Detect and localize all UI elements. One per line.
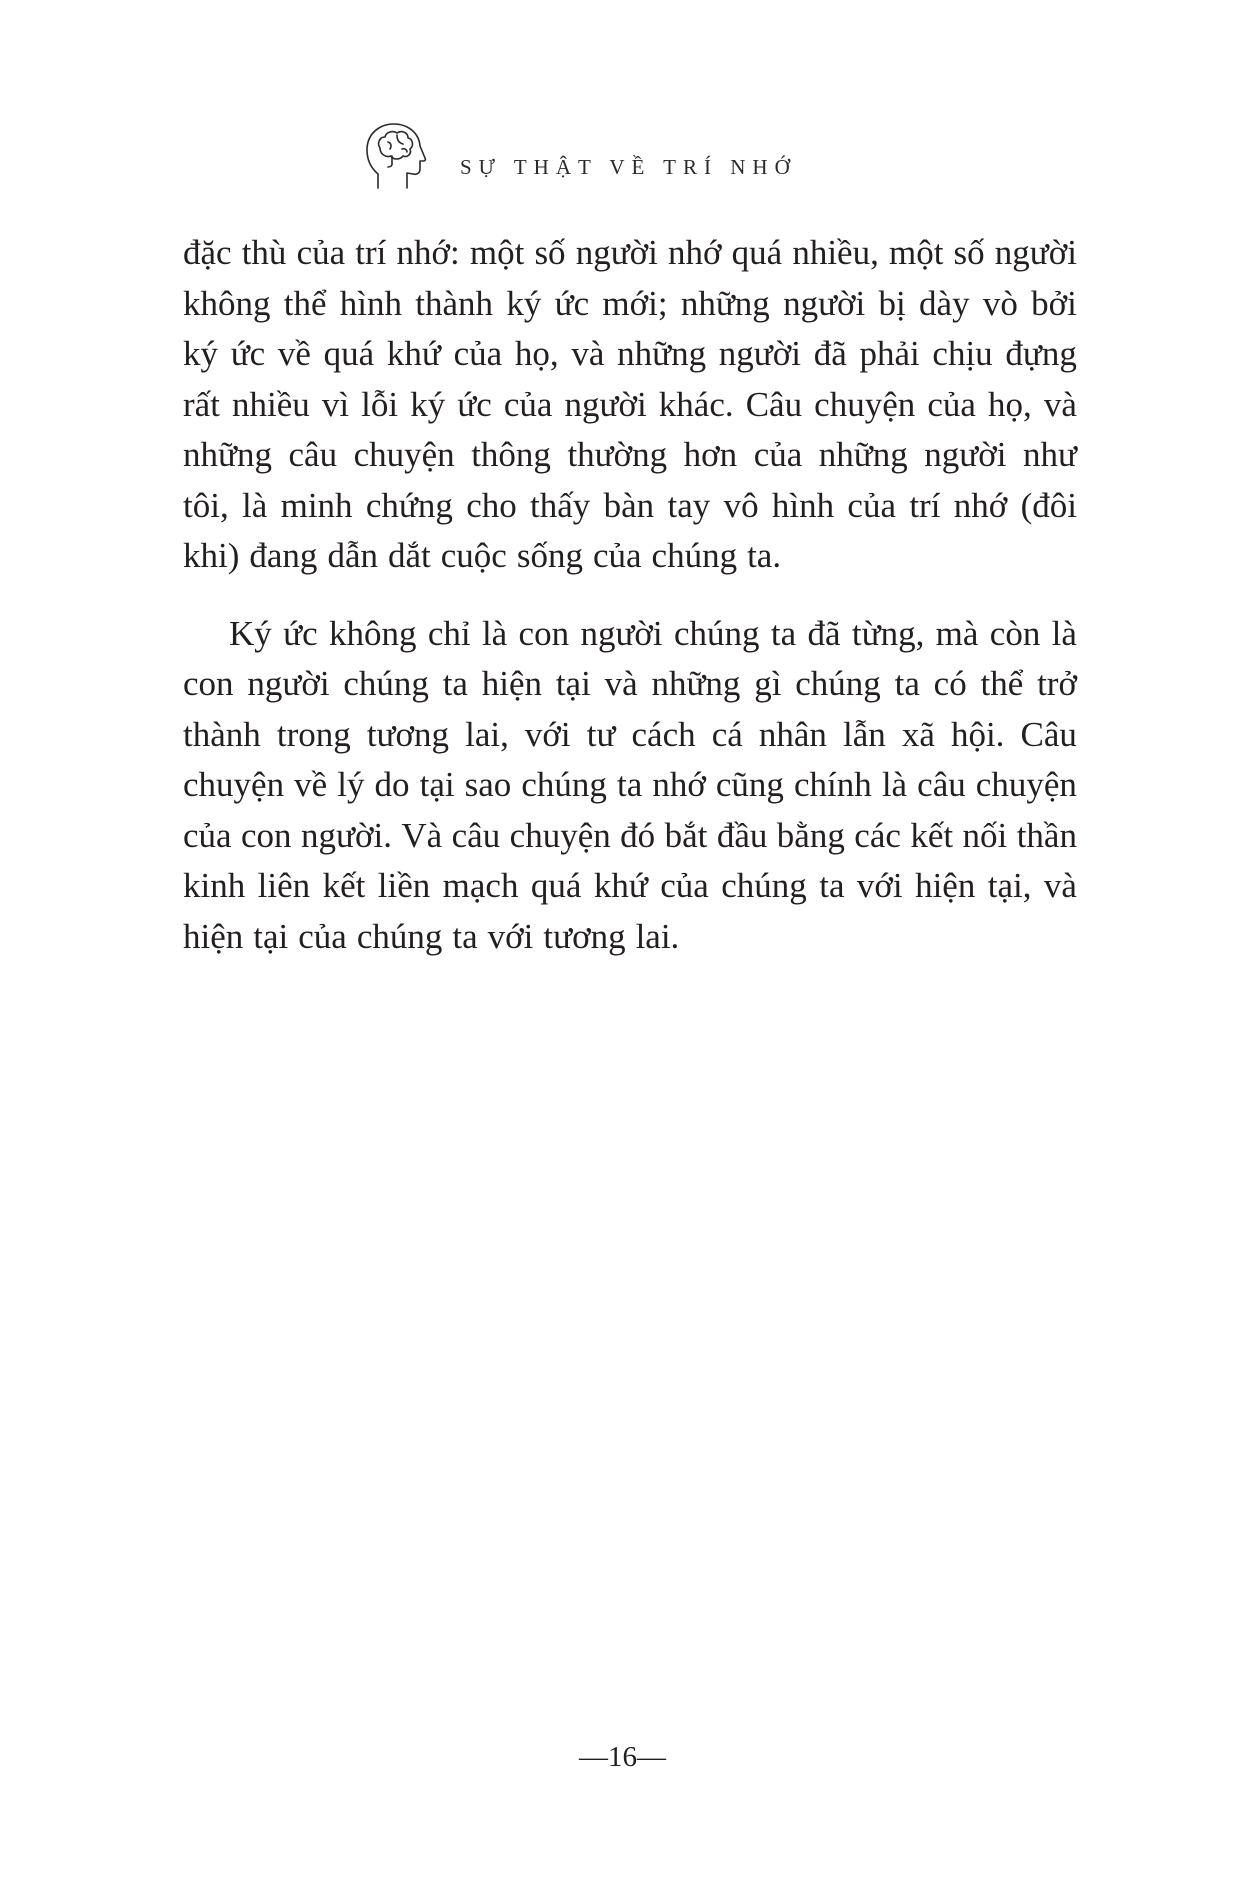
text-line bbox=[183, 912, 1077, 963]
paragraph-2 bbox=[183, 609, 1077, 963]
word: của bbox=[453, 334, 503, 373]
word: của bbox=[298, 916, 347, 956]
word: chúng bbox=[721, 866, 807, 905]
word: vò bbox=[982, 283, 1018, 323]
word: ức bbox=[457, 384, 492, 424]
word: trong bbox=[276, 714, 351, 754]
word: liên bbox=[257, 866, 311, 905]
word: Câu bbox=[745, 384, 803, 424]
word: hiện bbox=[915, 866, 976, 905]
word: chuyện bbox=[814, 384, 916, 424]
word: chính bbox=[794, 765, 872, 804]
word: Ký bbox=[229, 613, 272, 653]
word: lỗi bbox=[361, 384, 399, 424]
word: cách bbox=[631, 714, 696, 754]
word: ký bbox=[183, 334, 218, 373]
word: nhiều bbox=[232, 384, 310, 424]
word: là bbox=[881, 765, 908, 804]
word: đó bbox=[620, 815, 656, 855]
word: là bbox=[242, 485, 268, 525]
word: nhiều, bbox=[792, 233, 879, 272]
word: ký bbox=[410, 384, 446, 424]
word: khác. bbox=[658, 384, 734, 424]
word: tại bbox=[419, 765, 455, 804]
word: chịu bbox=[932, 334, 993, 373]
word: hiện bbox=[183, 916, 244, 956]
word: những bbox=[680, 283, 770, 323]
word: với bbox=[524, 714, 571, 754]
text-line bbox=[183, 531, 1077, 582]
word: người. bbox=[301, 815, 392, 855]
word: người bbox=[580, 613, 663, 653]
word: nhớ bbox=[652, 765, 706, 804]
word: chúng bbox=[521, 765, 607, 804]
word: thường bbox=[567, 435, 668, 474]
word: con bbox=[518, 613, 570, 653]
word: của bbox=[927, 384, 976, 424]
word: chúng bbox=[343, 664, 429, 703]
word: thể bbox=[283, 283, 327, 323]
word: những bbox=[617, 334, 707, 373]
word: chuyện bbox=[353, 435, 455, 474]
text-line bbox=[183, 609, 1077, 660]
word: sao bbox=[464, 765, 512, 804]
word: thần bbox=[1016, 815, 1077, 855]
word: lý bbox=[337, 765, 365, 804]
running-head-title: SỰ THẬT VỀ TRÍ NHỚ bbox=[460, 154, 797, 179]
word: (đôi bbox=[1020, 485, 1077, 525]
word: về bbox=[277, 334, 311, 373]
paragraph-1 bbox=[183, 228, 1077, 582]
word: vô bbox=[723, 485, 759, 525]
word: tương bbox=[366, 714, 450, 754]
word: của bbox=[753, 435, 803, 474]
word: Câu bbox=[1020, 714, 1077, 754]
word: do bbox=[374, 765, 410, 804]
word: tương bbox=[543, 916, 626, 956]
word: nối bbox=[962, 815, 1008, 855]
word: ký bbox=[506, 283, 542, 323]
word: người bbox=[718, 334, 801, 373]
word: hiện bbox=[481, 664, 543, 703]
word: những bbox=[651, 664, 741, 703]
word: chuyện bbox=[183, 765, 285, 804]
text-line bbox=[183, 430, 1077, 481]
word: thành bbox=[415, 283, 494, 323]
word: minh bbox=[280, 485, 353, 525]
word: người bbox=[994, 233, 1077, 272]
word: kinh bbox=[183, 866, 246, 905]
word: dày bbox=[919, 283, 970, 323]
word: chuyện bbox=[975, 765, 1077, 804]
text-line bbox=[183, 811, 1077, 862]
text-line bbox=[183, 329, 1077, 380]
word: ta bbox=[452, 916, 478, 956]
word: và bbox=[604, 664, 638, 703]
word: chúng bbox=[356, 916, 443, 956]
word: chúng bbox=[673, 613, 760, 653]
word: sống bbox=[516, 536, 583, 575]
word: thù bbox=[241, 233, 287, 272]
word: thành bbox=[183, 714, 261, 754]
word: ta bbox=[616, 765, 643, 804]
word: Và bbox=[401, 815, 443, 855]
word: mới; bbox=[602, 283, 668, 323]
word: quá bbox=[731, 233, 783, 272]
word: mà bbox=[935, 613, 979, 653]
word: chuyện bbox=[509, 815, 611, 855]
word: cho bbox=[466, 485, 517, 525]
text-line bbox=[183, 710, 1077, 761]
paragraph-gap bbox=[183, 582, 1077, 609]
word: lai. bbox=[635, 916, 680, 956]
word: trí bbox=[355, 233, 387, 272]
word: của bbox=[183, 815, 232, 855]
word: bởi bbox=[1031, 283, 1077, 323]
word: đã bbox=[807, 613, 841, 653]
word: nhân bbox=[758, 714, 827, 754]
word: nhớ: bbox=[396, 233, 460, 272]
word: hình bbox=[771, 485, 835, 525]
word: câu bbox=[288, 435, 338, 474]
word: mạch bbox=[442, 866, 519, 905]
word: những bbox=[818, 435, 908, 474]
word: quá bbox=[530, 866, 582, 905]
word: chứng bbox=[365, 485, 453, 525]
word: bằng bbox=[776, 815, 845, 855]
word: tại bbox=[253, 916, 289, 956]
word: gì bbox=[754, 664, 782, 703]
word: một bbox=[888, 233, 944, 272]
word: khứ bbox=[593, 866, 648, 905]
word: liền bbox=[377, 866, 431, 905]
word: ta bbox=[442, 664, 468, 703]
page-number: —16— bbox=[579, 1741, 666, 1773]
text-line bbox=[183, 659, 1077, 710]
word: đựng bbox=[1005, 334, 1077, 373]
word: bắt bbox=[664, 815, 708, 855]
word: ức bbox=[230, 334, 266, 373]
word: kết bbox=[322, 866, 366, 905]
word: của bbox=[592, 536, 642, 575]
word: tại, bbox=[987, 866, 1032, 905]
word: từng, bbox=[851, 613, 925, 653]
head-brain-icon bbox=[362, 118, 432, 198]
word: chỉ bbox=[427, 613, 471, 653]
word: họ, bbox=[987, 384, 1032, 424]
word: về bbox=[294, 765, 328, 804]
word: người bbox=[783, 283, 866, 323]
text-line bbox=[183, 861, 1077, 912]
body-text bbox=[183, 228, 1077, 962]
word: con bbox=[241, 815, 292, 855]
word: người bbox=[575, 233, 658, 272]
word: chúng bbox=[795, 664, 881, 703]
word: ức bbox=[554, 283, 590, 323]
word: dẫn bbox=[327, 536, 378, 575]
word: vì bbox=[321, 384, 350, 424]
word: phải bbox=[859, 334, 920, 373]
word: xã bbox=[901, 714, 935, 754]
word: các bbox=[854, 815, 901, 855]
word: thông bbox=[471, 435, 551, 474]
word: và bbox=[1043, 866, 1077, 905]
word: đã bbox=[813, 334, 847, 373]
word: khứ bbox=[386, 334, 441, 373]
word: không bbox=[183, 283, 271, 323]
word: lai, bbox=[465, 714, 509, 754]
word: người bbox=[564, 384, 647, 424]
word: nhớ bbox=[953, 485, 1008, 525]
word: bị bbox=[878, 283, 906, 323]
word: lẫn bbox=[842, 714, 886, 754]
word: chúng bbox=[651, 536, 738, 575]
word: của bbox=[847, 485, 896, 525]
word: và bbox=[571, 334, 605, 373]
word: là bbox=[481, 613, 508, 653]
word: trở bbox=[1037, 664, 1077, 703]
word: bàn bbox=[603, 485, 655, 525]
word: câu bbox=[451, 815, 501, 855]
word: tay bbox=[667, 485, 711, 525]
word: ta bbox=[770, 613, 797, 653]
text-line bbox=[183, 481, 1077, 532]
word: ta bbox=[819, 866, 845, 905]
word: người bbox=[247, 664, 330, 703]
word: ta. bbox=[747, 536, 782, 575]
word: số bbox=[953, 233, 985, 272]
word: nhớ bbox=[668, 233, 722, 272]
word: còn bbox=[989, 613, 1041, 653]
text-line bbox=[183, 760, 1077, 811]
word: kết bbox=[910, 815, 954, 855]
word: đang bbox=[249, 536, 318, 575]
word: những bbox=[183, 435, 272, 474]
word: tại bbox=[555, 664, 591, 703]
running-head bbox=[362, 118, 797, 198]
text-line bbox=[183, 279, 1077, 330]
word: có bbox=[933, 664, 967, 703]
word: hình bbox=[339, 283, 403, 323]
word: đặc bbox=[183, 233, 232, 272]
word: ức bbox=[283, 613, 318, 653]
word: cũng bbox=[715, 765, 784, 804]
word: rất bbox=[183, 384, 220, 424]
word: với bbox=[487, 916, 534, 956]
word: hội. bbox=[950, 714, 1005, 754]
word: và bbox=[1043, 384, 1077, 424]
word: thể bbox=[980, 664, 1024, 703]
word: quá bbox=[323, 334, 375, 373]
text-line bbox=[183, 380, 1077, 431]
word: số bbox=[534, 233, 566, 272]
word: họ, bbox=[514, 334, 559, 373]
word: tôi, bbox=[183, 485, 229, 525]
word: hơn bbox=[683, 435, 738, 474]
word: không bbox=[328, 613, 417, 653]
word: một bbox=[469, 233, 525, 272]
word: với bbox=[856, 866, 903, 905]
word: dắt bbox=[387, 536, 431, 575]
word: ta bbox=[894, 664, 920, 703]
word: như bbox=[1023, 435, 1077, 474]
text-line bbox=[183, 228, 1077, 279]
word: thấy bbox=[530, 485, 591, 525]
word: đầu bbox=[716, 815, 768, 855]
word: con bbox=[183, 664, 234, 703]
word: cá bbox=[711, 714, 743, 754]
word: câu bbox=[917, 765, 966, 804]
word: trí bbox=[909, 485, 941, 525]
word: người bbox=[924, 435, 1007, 474]
word: của bbox=[660, 866, 709, 905]
word: là bbox=[1051, 613, 1077, 653]
word: của bbox=[503, 384, 553, 424]
word: của bbox=[296, 233, 346, 272]
word: tư bbox=[586, 714, 616, 754]
word: khi) bbox=[183, 536, 240, 575]
word: cuộc bbox=[440, 536, 507, 575]
